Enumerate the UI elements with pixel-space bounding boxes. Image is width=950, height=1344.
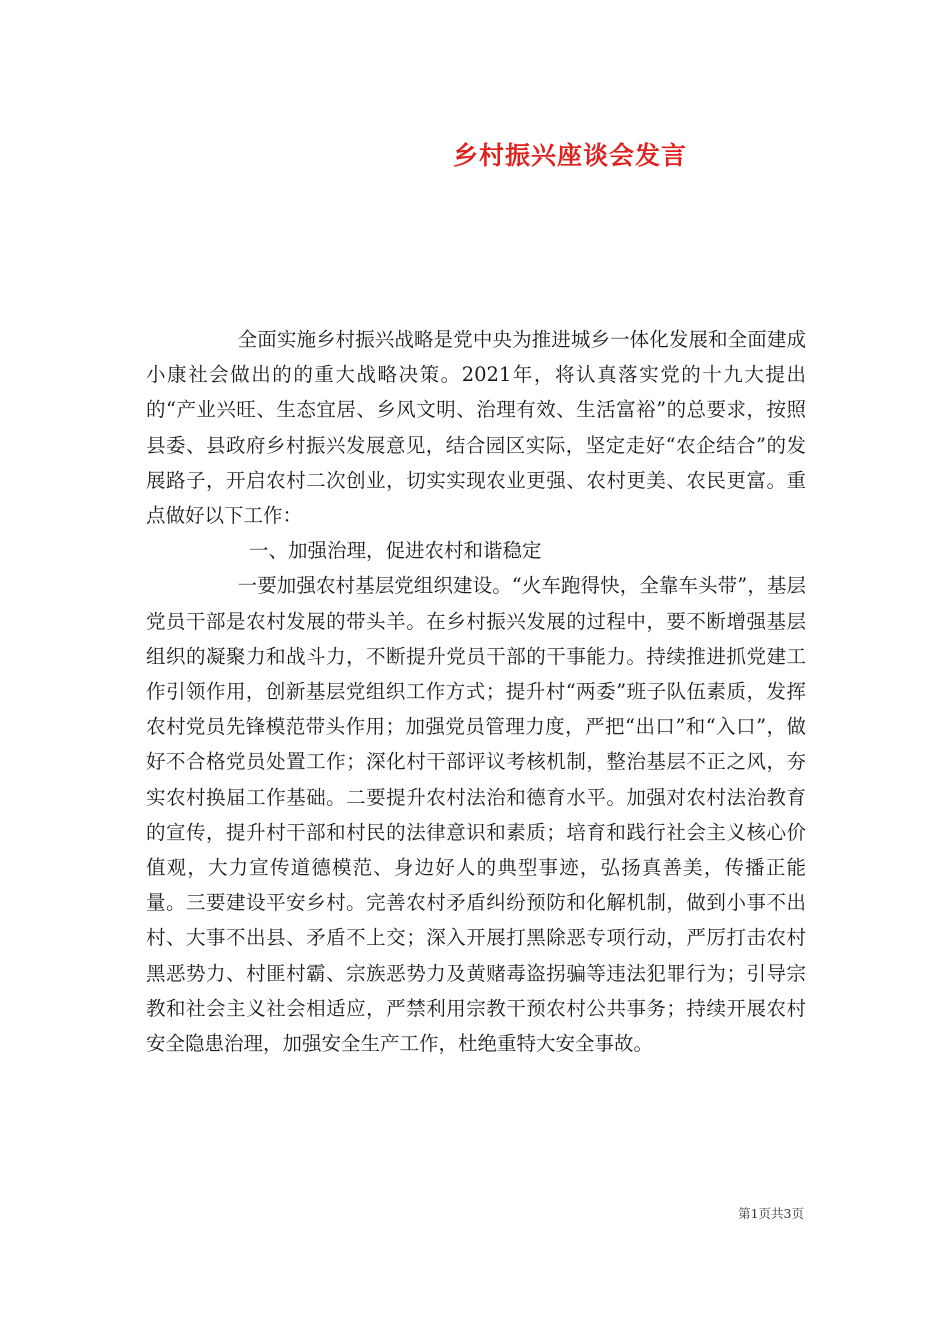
section-heading-1: 一、加强治理，促进农村和谐稳定 [249,539,542,563]
section-1-paragraph: 一要加强农村基层党组织建设。“火车跑得快，全靠车头带”，基层党员干部是农村发展的带头羊。在乡村振兴发展的过程中，要不断增强基层组织的凝聚力和战斗力，不断提升党员干部的干事能力。持续推进抓党建工作引领作用，创新基层党组织工作方式；提升村“两委”班子队伍素质，发挥农村党员先锋模范带头作用；加强党员管理力度，严把“出口”和“入口”，做好不合格党员处置工作；深化村干部评议考核机制，整治基层不正之风，夯实农村换届工作基础。二要提升农村法治和德育水平。加强对农村法治教育的宣传，提升村干部和村民的法律意识和素质；培育和践行社会主义核心价值观，大力宣传道德模范、身边好人的典型事迹，弘扬真善美，传播正能量。三要建设平安乡村。完善农村矛盾纠纷预防和化解机制，做到小事不出村、大事不出县、矛盾不上交；深入开展打黑除恶专项行动，严厉打击农村黑恶势力、村匪村霸、宗族恶势力及黄赌毒盗拐骗等违法犯罪行为；引导宗教和社会主义社会相适应，严禁利用宗教干预农村公共事务；持续开展农村安全隐患治理，加强安全生产工作，杜绝重特大安全事故。 [146,574,806,1056]
page-number: 第1页共3页 [738,1206,804,1221]
document-body [146,322,806,1061]
document-title: 乡村振兴座谈会发言 [452,141,687,170]
intro-paragraph: 全面实施乡村振兴战略是党中央为推进城乡一体化发展和全面建成小康社会做出的的重大战略决策。2021年，将认真落实党的十九大提出的“产业兴旺、生态宜居、乡风文明、治理有效、生活富裕”的总要求，按照县委、县政府乡村振兴发展意见，结合园区实际，坚定走好“农企结合”的发展路子，开启农村二次创业，切实实现农业更强、农村更美、农民更富。重点做好以下工作： [146,328,806,528]
